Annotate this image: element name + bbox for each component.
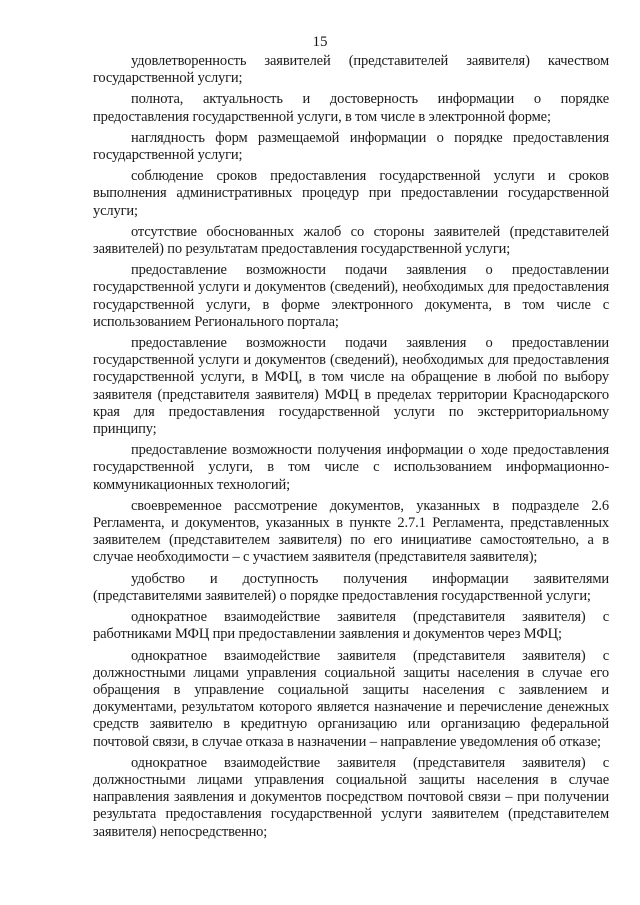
page-number: 15 [312, 34, 328, 50]
paragraph-3: наглядность форм размещаемой информации о порядке предоставления государственной услуги; [93, 129, 609, 164]
paragraph-4: соблюдение сроков предоставления государственной услуги и сроков выполнения административных процедур при предоставлении государственной услуги; [93, 168, 609, 219]
paragraph-12: однократное взаимодействие заявителя (представителя заявителя) с должностными лицами управления социальной защиты населения в случае его обращения в управление социальной защиты населения с заявлением и документами, результатом которого является назначение и перечисление денежных средств заявителю в кредитную организацию или организацию федеральной почтовой связи, в случае отказа в назначении – направление уведомления об отказе; [93, 647, 609, 750]
paragraph-2: полнота, актуальность и достоверность информации о порядке предоставления государственной услуги, в том числе в электронной форме; [93, 91, 609, 125]
paragraph-8: предоставление возможности получения информации о ходе предоставления государственной услуги, в том числе с использованием информационно-коммуникационных технологий; [93, 442, 609, 493]
paragraph-9: своевременное рассмотрение документов, указанных в подразделе 2.6 Регламента, и документов, указанных в пункте 2.7.1 Регламента, представленных заявителем (представителем заявителя) по его инициативе самостоятельно, а в случае необходимости – с участием заявителя (представителя заявителя); [93, 497, 609, 566]
paragraph-1: удовлетворенность заявителей (представителей заявителя) качеством государственной услуги; [93, 53, 609, 87]
paragraph-11: однократное взаимодействие заявителя (представителя заявителя) с работниками МФЦ при предоставлении заявления и документов через МФЦ; [93, 609, 609, 643]
paragraph-5: отсутствие обоснованных жалоб со стороны заявителей (представителей заявителей) по результатам предоставления государственной услуги; [93, 223, 609, 258]
document-body [93, 53, 609, 845]
paragraph-13: однократное взаимодействие заявителя (представителя заявителя) с должностными лицами управления социальной защиты населения в случае направления заявления и документов посредством почтовой связи – при получении результата предоставления государственной услуги заявителем (представителем заявителя) непосредственно; [93, 754, 609, 840]
paragraph-6: предоставление возможности подачи заявления о предоставлении государственной услуги и документов (сведений), необходимых для предоставления государственной услуги, в форме электронного документа, в том числе с использованием Регионального портала; [93, 262, 609, 330]
paragraph-10: удобство и доступность получения информации заявителями (представителями заявителей) о порядке предоставления государственной услуги; [93, 570, 609, 604]
paragraph-7: предоставление возможности подачи заявления о предоставлении государственной услуги и документов (сведений), необходимых для предоставления государственной услуги, в МФЦ, в том числе на обращение в любой по выбору заявителя (представителя заявителя) МФЦ в пределах территории Краснодарского края для предоставления государственной услуги по экстерриториальному принципу; [93, 335, 609, 438]
